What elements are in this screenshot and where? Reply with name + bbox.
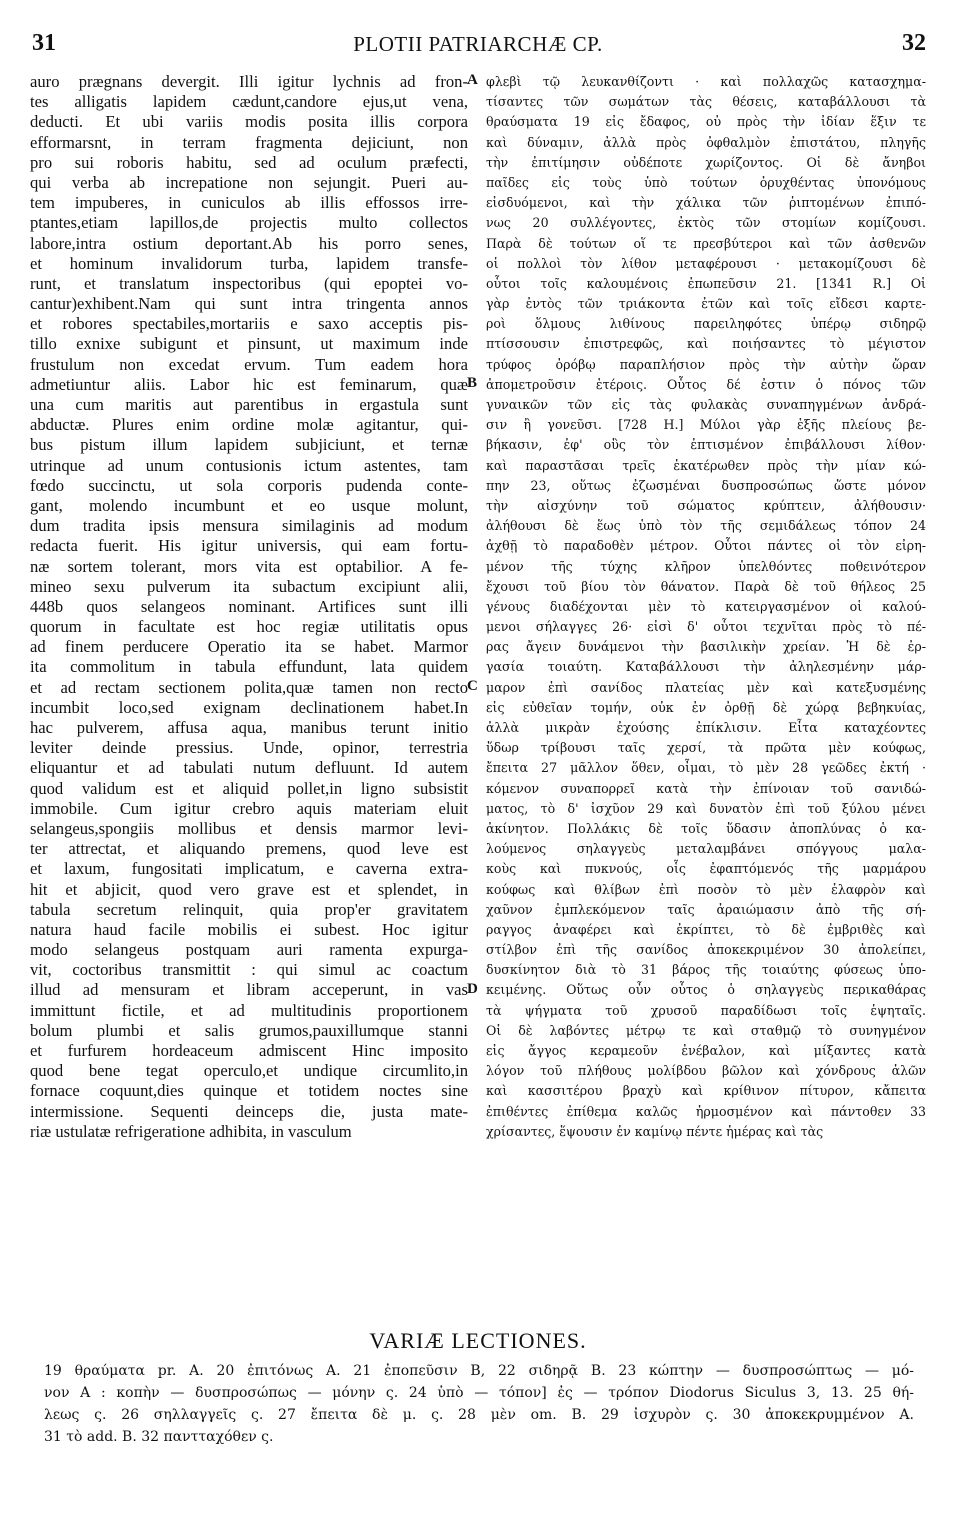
latin-text-line: tem impuberes, in cuniculos ab illis effossos irre-: [30, 193, 468, 213]
latin-text-line: ita commolitum in tabula effundunt, lata quidem: [30, 657, 468, 677]
greek-text-line: ἀλήθουσι δὲ ἕως ὑπὸ τὸν τῆς σεμιδάλεως τόπον 24: [486, 518, 926, 534]
greek-text-line: ραγγος ἀναφέρει καὶ ἐκρίπτει, τὸ δὲ ἐμβριθὲς καὶ: [486, 921, 926, 937]
section-marker-a: A: [467, 72, 478, 88]
latin-text-line: fornace coquunt,dies quinque et totidem noctes sine: [30, 1081, 468, 1101]
latin-text-line: qui verba ab increpatione non sejungit. Pueri au-: [30, 172, 468, 192]
right-page-number: 32: [902, 30, 926, 56]
greek-text-line: οὗτοι τοῖς καλουμένοις ἐπωπεῦσιν 21. [1341 R.] Οἱ: [486, 275, 926, 291]
greek-text-line: δυσκίνητον διὰ τὸ 31 βάρος τῆς τοιαύτης φύσεως ὑπο-: [486, 962, 926, 978]
latin-text-line: hit et abjicit, quod vero grave est et splendet, in: [30, 879, 468, 899]
latin-text-line: quod bene tegat operculo,et undique circumlito,in: [30, 1061, 468, 1081]
greek-text-line: κόμενον συναπορρεῖ κατὰ τὴν ἐπίνοιαν τοῦ σανιδώ-: [486, 780, 926, 796]
latin-text-line: frustulum non excedat ervum. Tum eadem hora: [30, 354, 468, 374]
latin-text-line: tes alligatis lapidem cædunt,candore ejus,ut vena,: [30, 92, 468, 112]
section-marker-d: D: [467, 981, 478, 997]
latin-text-line: dum tradita ipsis mensura similaginis ad modum: [30, 516, 468, 536]
latin-text-line: efformarsnt, in terram fragmenta dejiciunt, non: [30, 132, 468, 152]
greek-text-line: Παρὰ δὲ τούτων οἵ τε πρεσβύτεροι καὶ τῶν ἀσθενῶν: [486, 235, 926, 251]
page-header: [30, 30, 926, 60]
section-marker-b: B: [467, 375, 478, 391]
greek-text-line: λούμενος σηλαγγεὺς μεταλαμβάνει σπόγγους μαλα-: [486, 841, 926, 857]
greek-text-line: κοὺς καὶ πυκνούς, οἷς ἐφαπτόμενός τῆς μαρμάρου: [486, 861, 926, 877]
greek-text-line: εἰσδυόμενοι, καὶ τὴν χάλικα τῶν ῥιπτομένων ἐπιπό-: [486, 195, 926, 211]
latin-text-line: modo selangeus postquam auri ramenta expurga-: [30, 940, 468, 960]
greek-text-line: βήκασιν, ἐφ' οὓς τὸν ἐπτισμένον ἐπιβάλλουσι λίθον·: [486, 437, 926, 453]
latin-text-line: 448b quos selangeos nominant. Artifices sunt illi: [30, 596, 468, 616]
greek-text-line: τὰ ψήγματα τοῦ χρυσοῦ παραδίδωσι τοῖς ἑψηταῖς.: [486, 1002, 926, 1018]
greek-text-line: πην 23, οὕτως ἐζωσμέναι δυσπροσώπως ὥστε μόνον: [486, 477, 926, 493]
greek-text-line: γυναικῶν τῶν εἰς τὰς φυλακὰς συναπηγμένων ἀνδρά-: [486, 397, 926, 412]
latin-text-line: ter attrectat, et aliquando premens, quod leve est: [30, 839, 468, 859]
latin-text-line: leviter deinde pressius. Unde, opinor, terrestria: [30, 738, 468, 758]
greek-text-line: παῖδες εἰς τοὺς ὑπὸ τούτων ὀρυχθέντας ὑπονόμους: [486, 174, 926, 190]
latin-text-line: næ sortem tolerant, mors vita est optabilior. A fe-: [30, 556, 468, 576]
latin-text-line: selangeus,spongiis mollibus et densis marmor levi-: [30, 818, 468, 838]
latin-text-line: et hominum invalidorum turba, lapidem transfe-: [30, 253, 468, 273]
latin-text-line: una cum maritis aut parentibus in ergastula sunt: [30, 395, 468, 414]
latin-text-line: et ad rectam sectionem polita,quæ tamen non recto: [30, 677, 468, 697]
latin-text-line: labore,intra ostium deportant.Ab his porro senes,: [30, 233, 468, 253]
latin-text-line: immobile. Cum igitur crebro aquis materiam eluit: [30, 798, 468, 818]
latin-text-line: cantur)exhibent.Nam qui sunt intra tringenta annos: [30, 294, 468, 314]
greek-text-line: ἀχθῇ τὸ παραδοθὲν μέτρον. Οὗτοι πάντες οἱ τὸν εἰρη-: [486, 538, 926, 554]
latin-text-line: et robores spectabiles,mortariis e saxo acceptis pis-: [30, 314, 468, 334]
latin-text-line: intermissione. Sequenti deinceps die, justa mate-: [30, 1101, 468, 1121]
greek-text-line: πτίσσουσιν ἐπιστρεφῶς, καὶ ποιήσαντες τὸ μέγιστον: [486, 336, 926, 352]
latin-text-line: riæ ustulatæ refrigeratione adhibita, in vasculum: [30, 1121, 352, 1141]
greek-text-line: θραύσματα 19 εἰς ἔδαφος, οὐ πρὸς τὴν ἰδίαν ἕξιν τε: [486, 114, 926, 130]
latin-text-line: deducti. Et ubi variis modis posita illis corpora: [30, 112, 468, 132]
greek-text-line: ματος, τὸ δ' ἰσχῦον 29 καὶ δυνατὸν ἐπὶ τοῦ ξύλου μένει: [486, 800, 926, 816]
variant-reading-line: λεως ς. 26 σηλλαγγεῖς ς. 27 ἔπειτα δὲ μ. ς. 28 μὲν om. B. 29 ἰσχυρὸν ς. 30 ἀποκεκρυμμένον A.: [44, 1407, 914, 1423]
greek-text-line: Οἱ δὲ λαβόντες μέτρῳ τε καὶ σταθμῷ τὸ συνηγμένον: [486, 1022, 926, 1038]
latin-text-line: mineo sexu pulverum ita subactum excipiunt alii,: [30, 576, 468, 596]
greek-text-line: εἰς ἄγγος κεραμεοῦν ἐνέβαλον, καὶ μίξαντες κατὰ: [486, 1043, 926, 1058]
greek-text-line: οἱ πολλοὶ τὸν λίθον μεταφέρουσι · μετακομίζουσι δὲ: [486, 255, 926, 271]
greek-text-line: μένον τῆς τύχης κλῆρον ὑπελθόντες ποθεινότερον: [486, 558, 926, 574]
variae-lectiones-notes: [44, 1360, 914, 1448]
latin-text-line: et furfurem hordeaceum admiscent Hinc imposito: [30, 1041, 468, 1060]
latin-text-line: pro sui roboris habitu, sed ad oculum præfecti,: [30, 152, 468, 172]
greek-text-line: ρας ἄγειν δυνάμενοι τὴν βασιλικὴν χρείαν. Ἡ δὲ ἐρ-: [486, 639, 926, 655]
latin-text-line: auro prægnans devergit. Illi igitur lychnis ad fron-: [30, 72, 468, 91]
greek-text-line: χαῦνον ἐμπλεκόμενον ταῖς ἀραιώμασιν ἀπὸ τῆς σή-: [486, 901, 926, 917]
greek-text-line: ἔχουσι τοῦ βίου τὸν θάνατον. Παρὰ δὲ τοῦ θήλεος 25: [486, 578, 926, 594]
greek-text-line: καὶ δύναμιν, ἀλλὰ πρὸς ὀφθαλμὸν ἐπιστάτου, πληγῆς: [486, 134, 926, 150]
greek-text-line: τρύφος ὀρόβῳ παραπλήσιον πρὸς τὴν αὐτὴν ὥραν: [486, 356, 926, 372]
greek-text-line: τίσαντες τῶν σωμάτων τὰς θέσεις, καταβάλλουσι τὰ: [486, 94, 926, 110]
greek-text-line: ροὶ ὅλμους λιθίνους παρειληφότες ὑπέρῳ σιδηρῷ: [486, 316, 926, 332]
greek-text-line: κούφως καὶ θλίβων ἐπὶ ποσὸν τὸ μὲν ἐλαφρὸν καὶ: [486, 881, 926, 897]
greek-text-line: τὴν ἐπιτίμησιν οὐδέποτε χωρίζοντος. Οἱ δὲ ἄνηβοι: [486, 154, 926, 170]
latin-text-line: ad finem perducere Operatio ita se habet. Marmor: [30, 637, 468, 657]
latin-text-line: admetiuntur aliis. Labor hic est feminarum, quæ: [30, 374, 468, 394]
latin-text-line: gant, molendo incumbunt et eo usque molunt,: [30, 495, 468, 515]
latin-text-line: ptantes,etiam lapillos,de projectis multo collectos: [30, 213, 468, 233]
latin-text-line: incumbit loco,sed exignam declinationem habet.In: [30, 697, 468, 717]
greek-text-line: νως 20 συλλέγοντες, ἐκτὸς τῶν στομίων κομίζουσι.: [486, 215, 926, 231]
latin-column: [30, 72, 468, 1142]
variant-reading-line: νον A : κοπὴν — δυσπροσώπως — μόνην ς. 24 ὑπὸ — τόπον] ἐς — τρόπον Diodorus Siculus 3, 13. 25 θή-: [44, 1385, 914, 1401]
greek-text-line: τὴν αἰσχύνην τοῦ σώματος κρύπτειν, ἀλήθουσιν·: [486, 497, 926, 513]
latin-text-line: et laxum, fungositati implicatum, e caverna extra-: [30, 859, 468, 879]
greek-text-line: μαρον ἐπὶ σανίδος πλατείας μὲν καὶ κατεξυσμένης: [486, 679, 926, 695]
greek-column: [486, 72, 926, 1142]
greek-text-line: ἀπομετροῦσιν ἑτέροις. Οὗτος δέ ἐστιν ὁ πόνος τῶν: [486, 376, 926, 392]
latin-text-line: vit, coctoribus transmittit : qui simul ac coactum: [30, 960, 468, 980]
variant-reading-line: 19 θραύματα pr. A. 20 ἐπιτόνως A. 21 ἐποπεῦσιν B, 22 σιδηρᾷ B. 23 κώπτην — δυσπροσώπτως — μό-: [44, 1363, 914, 1379]
greek-text-line: ἀκίνητον. Πολλάκις δὲ τοῖς ὕδασιν ἀποπλύνας ὁ κα-: [486, 820, 926, 836]
greek-text-line: χρίσαντες, ἕψουσιν ἐν καμίνῳ πέντε ἡμέρας καὶ τὰς: [486, 1123, 824, 1139]
latin-text-line: hac pulverem, affusa aqua, manibus terunt initio: [30, 718, 468, 737]
greek-text-line: κειμένης. Οὕτως οὖν οὗτος ὁ σηλαγγεὺς περικαθάρας: [486, 982, 926, 998]
latin-text-line: bus pistum illum lapidem subjiciunt, et ternæ: [30, 435, 468, 455]
greek-text-line: ἀλλὰ μικρὰν ἐχούσης ἐπίκλισιν. Εἶτα καταχέοντες: [486, 720, 926, 735]
latin-text-line: illud ad mensuram et libram acceperunt, in vas: [30, 980, 468, 1000]
latin-text-line: tillo exnixe subigunt et pinsunt, ut maximum inde: [30, 334, 468, 354]
greek-text-line: γένους διαδέχονται μὲν τὸ κατειργασμένον οἱ καλού-: [486, 598, 926, 614]
latin-text-line: utrinque ad unum contusionis ictum astentes, tam: [30, 455, 468, 475]
greek-text-line: στίλβον ἐπὶ τῆς σανίδος ἀποκεκριμένον 30 ἀπολείπει,: [486, 942, 926, 958]
greek-text-line: καὶ παραστᾶσαι τρεῖς ἑκατέρωθεν πρὸς τὴν μίαν κώ-: [486, 457, 926, 473]
greek-text-line: σιν ἢ γονεῦσι. [728 H.] Μύλοι γὰρ ἑξῆς πλείους βε-: [486, 417, 926, 433]
variant-reading-line: 31 τὸ add. B. 32 παντταχόθεν ς.: [44, 1429, 274, 1445]
latin-text-line: bolum plumbi et salis grumos,pauxillumque stanni: [30, 1020, 468, 1040]
latin-text-line: fœdo succinctu, ut sola corporis pudenda conte-: [30, 475, 468, 495]
greek-text-line: λόγον τοῦ πλήθους μολίβδου βῶλον καὶ χόνδρους ἁλῶν: [486, 1063, 926, 1079]
greek-text-line: γασία τοιαύτη. Καταβάλλουσι τὴν ἀληλεσμένην μάρ-: [486, 659, 926, 675]
running-head: PLOTII PATRIARCHÆ CP.: [353, 32, 603, 56]
greek-text-line: εἰς εὐθεῖαν τομήν, οὐκ ἐν ὀρθῇ δὲ χώρᾳ βεβηκυίας,: [486, 699, 926, 715]
latin-text-line: eliquantur et ad tabulati nutum defluunt. Id autem: [30, 758, 468, 778]
greek-text-line: καὶ κασσιτέρου βραχὺ καὶ κρίθινον πίτυρον, κἄπειτα: [486, 1083, 926, 1099]
greek-text-line: γὰρ ἐντὸς τῶν τριάκοντα ἐτῶν καὶ τοῖς εἴδεσι καρτε-: [486, 296, 926, 312]
latin-text-line: tabula secretum relinquit, quia prop'er gravitatem: [30, 899, 468, 919]
greek-text-line: ἐπιθέντες ἐπίθεμα καλῶς ἡρμοσμένον καὶ πάντοθεν 33: [486, 1103, 926, 1119]
latin-text-line: quorum in facultate est hoc regiæ utilitatis opus: [30, 617, 468, 637]
variae-lectiones-title: VARIÆ LECTIONES.: [369, 1328, 587, 1353]
latin-text-line: quod validum est et aliquid pollet,in ligno subsistit: [30, 778, 468, 798]
latin-text-line: immittunt fictile, et ad multitudinis proportionem: [30, 1000, 468, 1020]
latin-text-line: redacta fuerit. His igitur universis, qui eam fortu-: [30, 536, 468, 556]
latin-text-line: runt, et translatum inspectoribus (qui epoptei vo-: [30, 273, 468, 293]
latin-text-line: natura haud facile mobilis ei subest. Hoc igitur: [30, 919, 468, 939]
left-page-number: 31: [32, 30, 56, 56]
greek-text-line: ὕδωρ τρίβουσι ταῖς χερσί, τὰ πρῶτα μὲν κούφως,: [486, 740, 926, 756]
greek-text-line: μενοι σήλαγγες 26· εἰσὶ δ' οὗτοι τεχνῖται πρὸς τὸ πέ-: [486, 619, 926, 635]
greek-text-line: ἔπειτα 27 μᾶλλον ὅθεν, οἶμαι, τὸ μὲν 28 γεῶδες ἐκτή ·: [486, 760, 926, 776]
latin-text-line: abductæ. Plures enim ordine molæ agitantur, qui-: [30, 415, 468, 435]
greek-text-line: φλεβὶ τῷ λευκανθίζοντι · καὶ πολλαχῶς κατασχημα-: [486, 74, 926, 89]
section-marker-c: C: [467, 678, 478, 694]
